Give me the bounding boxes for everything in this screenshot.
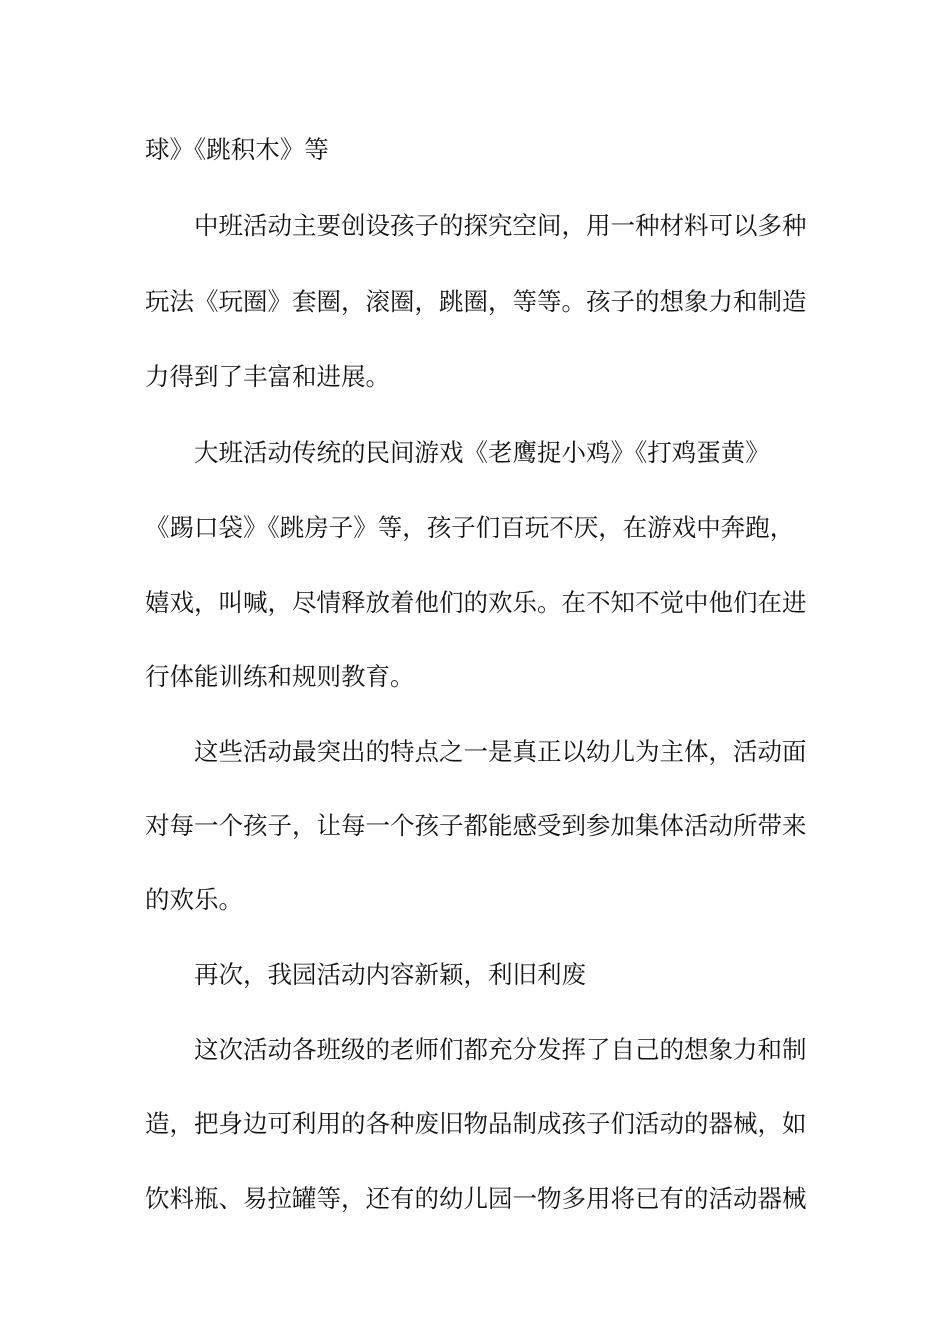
text-line-14: 造，把身边可利用的各种废旧物品制成孩子们活动的器械，如 <box>145 1109 807 1138</box>
text-line-1: 球》《跳积木》等 <box>145 135 329 164</box>
text-line-7: 嬉戏，叫喊，尽情释放着他们的欢乐。在不知不觉中他们在进 <box>145 588 807 617</box>
paragraph-start-line: 中班活动主要创设孩子的探究空间，用一种材料可以多种 <box>194 211 807 240</box>
text-line-8: 行体能训练和规则教育。 <box>145 662 415 691</box>
text-line-6: 《踢口袋》《跳房子》等，孩子们百玩不厌，在游戏中奔跑， <box>145 513 795 542</box>
text-line-3: 玩法《玩圈》套圈，滚圈，跳圈，等等。孩子的想象力和制造 <box>145 287 807 316</box>
paragraph-start-line: 这次活动各班级的老师们都充分发挥了自己的想象力和制 <box>194 1035 807 1064</box>
text-line-11: 的欢乐。 <box>145 885 243 914</box>
text-line-15: 饮料瓶、易拉罐等，还有的幼儿园一物多用将已有的活动器械 <box>145 1184 807 1213</box>
text-line-4: 力得到了丰富和进展。 <box>145 362 390 391</box>
text-line-10: 对每一个孩子，让每一个孩子都能感受到参加集体活动所带来 <box>145 811 807 840</box>
paragraph-start-line: 再次，我园活动内容新颖，利旧利废 <box>194 960 586 989</box>
paragraph-start-line: 大班活动传统的民间游戏《老鹰捉小鸡》《打鸡蛋黄》 <box>194 438 770 467</box>
paragraph-start-line: 这些活动最突出的特点之一是真正以幼儿为主体，活动面 <box>194 737 807 766</box>
